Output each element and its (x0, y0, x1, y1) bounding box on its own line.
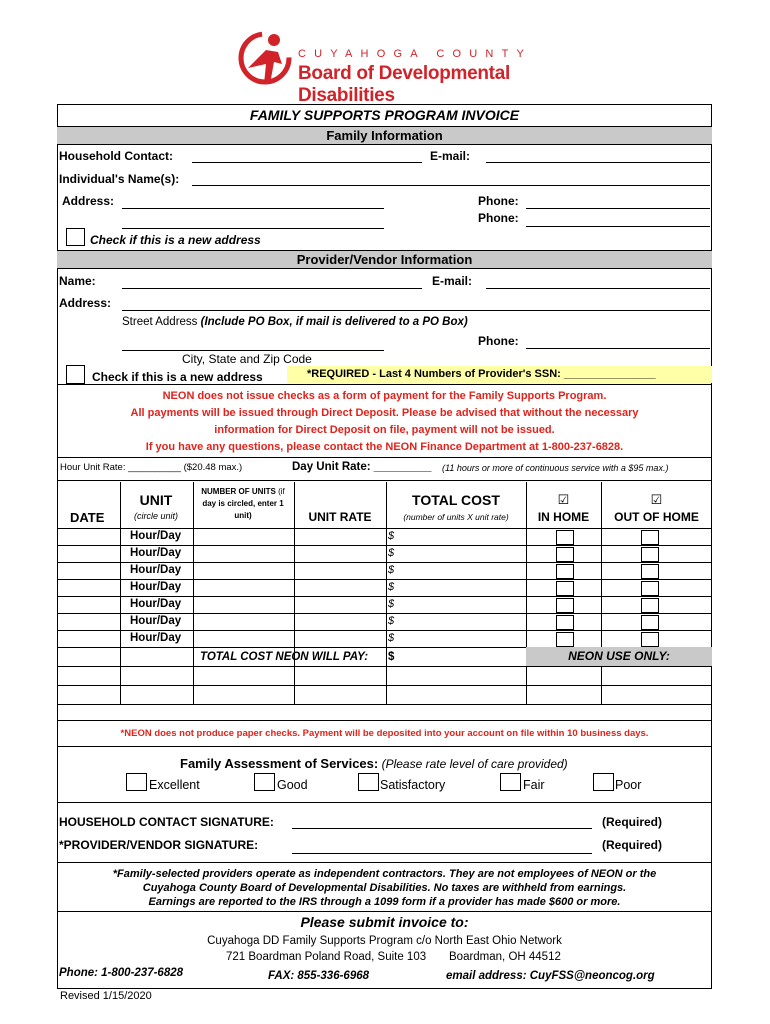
in-home-checkbox[interactable] (556, 632, 574, 647)
day-rate-label[interactable]: Day Unit Rate: _________ (292, 461, 432, 473)
rating-fair-checkbox[interactable] (500, 773, 521, 791)
in-home-checkbox[interactable] (556, 530, 574, 545)
table-header-out-home: OUT OF HOME (614, 510, 699, 524)
out-home-checkbox[interactable] (641, 530, 659, 545)
total-cost-cell[interactable]: $ (388, 530, 395, 542)
provider-phone-label: Phone: (478, 334, 519, 348)
out-home-checkbox[interactable] (641, 598, 659, 613)
family-address-line2[interactable] (122, 228, 384, 229)
provider-new-address-checkbox[interactable] (66, 365, 85, 384)
family-address-line1[interactable] (122, 208, 384, 209)
provider-info-header: Provider/Vendor Information (57, 250, 712, 269)
in-home-checkbox[interactable] (556, 615, 574, 630)
submit-email: email address: CuyFSS@neoncog.org (446, 970, 655, 982)
family-email-label: E-mail: (430, 149, 471, 163)
family-address-label: Address: (62, 194, 115, 208)
rating-good-label: Good (277, 778, 308, 792)
in-home-checkbox[interactable] (556, 598, 574, 613)
unit-cell[interactable]: Hour/Day (130, 530, 182, 542)
deposit-notice-block (57, 388, 712, 456)
day-rate-note: (11 hours or more of continuous service with a $95 max.) (442, 463, 669, 473)
disclaimer-line2: Cuyahoga County Board of Developmental Disabilities. No taxes are withheld from earnings. (142, 882, 627, 894)
rating-excellent-label: Excellent (149, 778, 200, 792)
divider (57, 802, 712, 803)
family-phone1-field[interactable] (526, 208, 710, 209)
table-header-unit: UNIT (139, 492, 173, 508)
logo-line2: Board of Developmental Disabilities (298, 63, 510, 106)
table-rule (57, 720, 712, 721)
unit-cell[interactable]: Hour/Day (130, 598, 182, 610)
notice-line1: NEON does not issue checks as a form of payment for the Family Supports Program. (162, 390, 607, 402)
rating-fair-label: Fair (523, 778, 545, 792)
family-new-address-label: Check if this is a new address (90, 233, 261, 247)
submit-line2b: Boardman, OH 44512 (449, 951, 561, 963)
unit-cell[interactable]: Hour/Day (130, 632, 182, 644)
family-info-header: Family Information (57, 126, 712, 145)
city-caption: City, State and Zip Code (182, 352, 312, 366)
assessment-title: Family Assessment of Services: (180, 756, 379, 771)
out-home-check-icon: ☑ (650, 492, 663, 507)
table-rule (57, 685, 712, 686)
submit-phone: Phone: 1-800-237-6828 (59, 967, 184, 979)
provider-signature-field[interactable] (292, 853, 592, 854)
divider (57, 911, 712, 912)
household-contact-field[interactable] (192, 162, 422, 163)
table-header-total: TOTAL COST (412, 492, 500, 508)
divider (57, 457, 712, 458)
notice-line3: information for Direct Deposit on file, payment will not be issued. (214, 424, 555, 436)
disclaimer-block (57, 867, 712, 909)
total-cost-cell[interactable]: $ (388, 564, 395, 576)
family-phone2-label: Phone: (478, 211, 519, 225)
provider-required: (Required) (602, 838, 662, 852)
total-cost-cell[interactable]: $ (388, 615, 395, 627)
street-caption (122, 316, 468, 328)
logo (238, 28, 538, 106)
submit-line2a: 721 Boardman Poland Road, Suite 103 (226, 951, 427, 963)
rating-satisfactory-checkbox[interactable] (358, 773, 379, 791)
provider-email-label: E-mail: (432, 274, 473, 288)
in-home-checkbox[interactable] (556, 564, 574, 579)
household-signature-label: HOUSEHOLD CONTACT SIGNATURE: (59, 815, 274, 829)
total-cost-cell[interactable]: $ (388, 632, 395, 644)
logo-line1: CUYAHOGA COUNTY (298, 48, 533, 60)
units-num-tail: (if (275, 487, 285, 496)
submit-fax: FAX: 855-336-6968 (268, 970, 370, 982)
rating-excellent-checkbox[interactable] (126, 773, 147, 791)
out-home-checkbox[interactable] (641, 632, 659, 647)
in-home-checkbox[interactable] (556, 547, 574, 562)
rating-satisfactory-label: Satisfactory (380, 778, 446, 792)
in-home-check-icon: ☑ (557, 492, 570, 507)
out-home-checkbox[interactable] (641, 564, 659, 579)
total-cost-cell[interactable]: $ (388, 598, 395, 610)
table-header-rate: UNIT RATE (308, 510, 372, 524)
household-required: (Required) (602, 815, 662, 829)
hour-rate[interactable]: Hour Unit Rate: __________ ($20.48 max.) (60, 462, 243, 473)
rating-good-checkbox[interactable] (254, 773, 275, 791)
in-home-checkbox[interactable] (556, 581, 574, 596)
provider-address-label: Address: (59, 296, 112, 310)
provider-new-address-label: Check if this is a new address (92, 370, 263, 384)
notice-line4: If you have any questions, please contact the NEON Finance Department at 1-800-237-6828. (145, 441, 624, 453)
submit-title: Please submit invoice to: (300, 914, 469, 930)
individuals-label: Individual's Name(s): (59, 172, 180, 186)
table-header-in-home: IN HOME (537, 510, 590, 524)
table-rule (57, 704, 712, 705)
units-num-main: NUMBER OF UNITS (201, 487, 276, 496)
total-cost-label: TOTAL COST NEON WILL PAY: (200, 651, 369, 663)
divider (57, 746, 712, 747)
household-signature-field[interactable] (292, 828, 592, 829)
provider-name-label: Name: (59, 274, 96, 288)
revised-date: Revised 1/15/2020 (60, 990, 152, 1002)
out-home-checkbox[interactable] (641, 615, 659, 630)
table-header-total-sub: (number of units X unit rate) (403, 512, 509, 522)
logo-figure-icon (238, 28, 292, 94)
submit-line1: Cuyahoga DD Family Supports Program c/o North East Ohio Network (207, 935, 562, 947)
family-phone1-label: Phone: (478, 194, 519, 208)
paper-check-notice: *NEON does not produce paper checks. Payment will be deposited into your account on file within 10 business days. (120, 728, 649, 739)
table-header-units-num (193, 486, 293, 522)
unit-cell[interactable]: Hour/Day (130, 615, 182, 627)
out-home-checkbox[interactable] (641, 547, 659, 562)
family-new-address-checkbox[interactable] (66, 228, 85, 246)
unit-cell[interactable]: Hour/Day (130, 564, 182, 576)
provider-name-field[interactable] (122, 288, 422, 289)
total-cost-dollar[interactable]: $ (388, 651, 395, 663)
out-home-checkbox[interactable] (641, 581, 659, 596)
disclaimer-line3: Earnings are reported to the IRS through a 1099 form if a provider has made $600 or more. (148, 896, 621, 908)
provider-street-field[interactable] (122, 310, 710, 311)
table-header-unit-sub: (circle unit) (133, 511, 178, 521)
notice-line2: All payments will be issued through Direct Deposit. Please be advised that without the necessary (130, 407, 639, 419)
street-caption-plain: Street Address (122, 316, 201, 328)
table-header-date: DATE (70, 510, 105, 525)
individuals-field[interactable] (192, 185, 710, 186)
total-cost-cell[interactable]: $ (388, 581, 395, 593)
unit-cell[interactable]: Hour/Day (130, 547, 182, 559)
ssn-field[interactable]: *REQUIRED - Last 4 Numbers of Provider's SSN: _______________ (287, 366, 712, 383)
family-phone2-field[interactable] (526, 226, 710, 227)
divider (57, 862, 712, 863)
units-num-sub: day is circled, enter 1 unit) (202, 499, 284, 520)
assessment-note: (Please rate level of care provided) (381, 757, 568, 771)
provider-city-field[interactable] (122, 350, 384, 351)
divider (57, 480, 712, 481)
unit-cell[interactable]: Hour/Day (130, 581, 182, 593)
form-title: FAMILY SUPPORTS PROGRAM INVOICE (249, 107, 520, 123)
provider-phone-field[interactable] (526, 348, 710, 349)
assessment-title-row (180, 756, 568, 771)
provider-signature-label: *PROVIDER/VENDOR SIGNATURE: (59, 838, 259, 852)
disclaimer-line1: *Family-selected providers operate as independent contractors. They are not employees of NEON or the (112, 868, 657, 880)
divider (57, 384, 712, 385)
rating-poor-checkbox[interactable] (593, 773, 614, 791)
street-caption-bold: (Include PO Box, if mail is delivered to a PO Box) (200, 316, 468, 328)
total-cost-cell[interactable]: $ (388, 547, 395, 559)
family-email-field[interactable] (486, 162, 710, 163)
rating-poor-label: Poor (615, 778, 642, 792)
table-rule (57, 666, 712, 667)
neon-use-only: NEON USE ONLY: (526, 647, 712, 666)
household-contact-label: Household Contact: (59, 149, 173, 163)
provider-email-field[interactable] (486, 288, 710, 289)
